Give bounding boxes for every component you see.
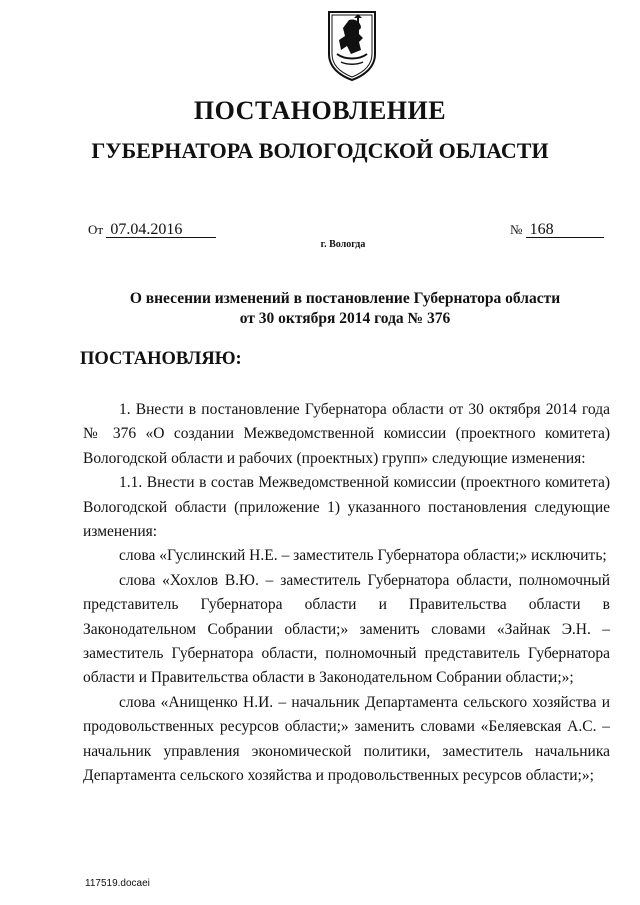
date-field	[88, 222, 216, 238]
paragraph: 1. Внести в постановление Губернатора области от 30 октября 2014 года № 376 «О создании Межведомственной комиссии (проектного комитета) Вологодской области и рабочих (проектных) групп» следующие изменения:	[83, 401, 610, 467]
paragraph: слова «Анищенко Н.И. – начальник Департамента сельского хозяйства и продовольственных ресурсов области;» заменить словами «Беляевская А.С. – начальник управления экономической политики, заместитель начальника Департамента сельского хозяйства и продовольственных ресурсов области;»;	[83, 693, 610, 785]
city-label: г. Вологда	[320, 239, 366, 250]
issuer-title: ГУБЕРНАТОРА ВОЛОГОДСКОЙ ОБЛАСТИ	[91, 138, 549, 163]
document-body	[83, 398, 610, 789]
vologda-coat-of-arms-icon	[327, 10, 377, 82]
date-value: 07.04.2016	[106, 222, 216, 238]
subject-line-1: О внесении изменений в постановление Губернатора области	[129, 290, 561, 307]
number-field	[510, 222, 604, 238]
date-label: От	[88, 222, 104, 237]
subject-line-2: от 30 октября 2014 года № 376	[239, 310, 451, 327]
file-name-footer: 117519.docaei	[85, 878, 150, 889]
document-subject	[80, 289, 610, 329]
paragraph: слова «Хохлов В.Ю. – заместитель Губернатора области, полномочный представитель Губернатора области и Правительства области в Законодательном Собрании области;» заменить словами «Зайнак Э.Н. – заместитель Губернатора области, полномочный представитель Губернатора области и Правительства области в Законодательном Собрании области;»;	[83, 571, 610, 687]
decree-heading: ПОСТАНОВЛЯЮ:	[80, 349, 242, 369]
paragraph: слова «Гуслинский Н.Е. – заместитель Губернатора области;» исключить;	[119, 547, 607, 565]
paragraph: 1.1. Внести в состав Межведомственной комиссии (проектного комитета) Вологодской области (приложение 1) указанного постановления следующие изменения:	[83, 474, 610, 541]
number-label: №	[510, 222, 523, 237]
number-value: 168	[526, 222, 604, 238]
document-type-title: ПОСТАНОВЛЕНИЕ	[193, 96, 447, 125]
